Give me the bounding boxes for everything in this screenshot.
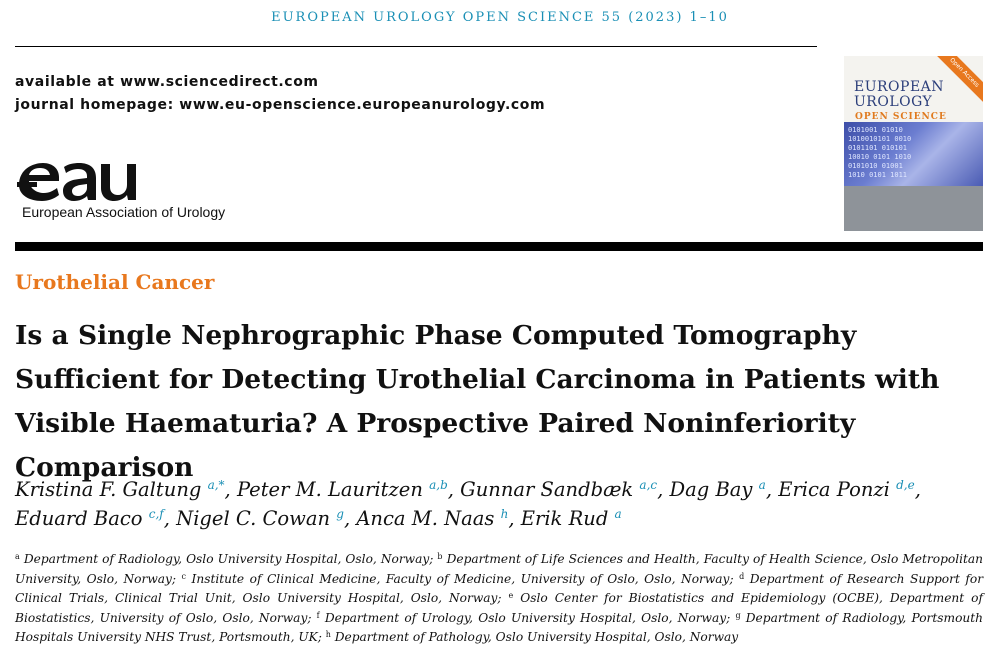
cover-title: EUROPEAN UROLOGY bbox=[854, 79, 945, 110]
affiliation-label: c bbox=[181, 571, 187, 581]
affiliation-text: Oslo Center for Biostatistics and Epidemiology (OCBE), Department of Biostatistics, University of Oslo, Oslo, Norway; bbox=[15, 591, 984, 625]
header-divider bbox=[15, 46, 817, 47]
affiliation-label: e bbox=[508, 591, 514, 600]
affiliation-label: g bbox=[735, 610, 741, 620]
author-name[interactable]: Gunnar Sandbæk bbox=[460, 478, 634, 501]
author-name[interactable]: Anca M. Naas bbox=[356, 507, 495, 530]
author-separator: , bbox=[914, 478, 921, 501]
author-name[interactable]: Erik Rud bbox=[520, 507, 609, 530]
eau-name: European Association of Urology bbox=[22, 204, 226, 220]
author-separator: , bbox=[765, 478, 779, 501]
affiliation-label: a bbox=[15, 552, 20, 561]
author-affiliation-marker[interactable]: d,e bbox=[896, 478, 915, 492]
author-separator: , bbox=[224, 478, 237, 501]
author-name[interactable]: Eduard Baco bbox=[15, 507, 143, 530]
author-name[interactable]: Dag Bay bbox=[669, 478, 753, 501]
author-name[interactable]: Peter M. Lauritzen bbox=[236, 478, 423, 501]
journal-links bbox=[15, 71, 545, 117]
cover-subtitle: OPEN SCIENCE bbox=[855, 112, 947, 122]
journal-header: EUROPEAN UROLOGY OPEN SCIENCE 55 (2023) 1–10 bbox=[271, 10, 729, 25]
author-list bbox=[15, 475, 987, 533]
open-access-ribbon: Open Access bbox=[927, 56, 983, 110]
author-separator: , bbox=[163, 507, 177, 530]
sciencedirect-link[interactable]: available at www.sciencedirect.com bbox=[15, 74, 319, 90]
affiliation-text: Department of Radiology, Portsmouth Hospitals University NHS Trust, Portsmouth, UK; bbox=[15, 610, 984, 644]
affiliation-text: Department of Radiology, Oslo University Hospital, Oslo, Norway; bbox=[23, 552, 434, 566]
affiliation-text: Department of Life Sciences and Health, Faculty of Health Science, Oslo Metropolitan University, Oslo, Norway; bbox=[15, 552, 984, 586]
cover-binary-art: 0101001 01010 1010010101 0010 0101101 010101 10010 0101 1010 0101010 01001 1010 0101 1011 bbox=[848, 126, 912, 179]
cover-footer bbox=[844, 186, 983, 231]
affiliation-text: Department of Research Support for Clinical Trials, Clinical Trial Unit, Oslo University Hospital, Oslo, Norway; bbox=[15, 571, 984, 605]
author-name[interactable]: Nigel C. Cowan bbox=[176, 507, 331, 530]
affiliation-label: h bbox=[325, 630, 331, 639]
affiliation-label: b bbox=[437, 552, 443, 561]
article-title: Is a Single Nephrographic Phase Computed Tomography Sufficient for Detecting Urothelial Carcinoma in Patients with Visible Haematuria? A Prospective Paired Noninferiority Comparison bbox=[15, 320, 940, 483]
author-affiliation-marker[interactable]: c,f bbox=[148, 507, 164, 521]
author-separator: , bbox=[343, 507, 357, 530]
author-name[interactable]: Kristina F. Galtung bbox=[15, 478, 202, 501]
affiliation-text: Department of Pathology, Oslo University Hospital, Oslo, Norway bbox=[334, 630, 739, 644]
author-affiliation-marker[interactable]: g bbox=[336, 507, 344, 521]
eau-logo-icon[interactable] bbox=[17, 155, 137, 209]
affiliation-text: Department of Urology, Oslo University Hospital, Oslo, Norway; bbox=[324, 610, 731, 625]
author-separator: , bbox=[657, 478, 670, 501]
affiliation-label: f bbox=[316, 610, 320, 620]
affiliation-text: Institute of Clinical Medicine, Faculty of Medicine, University of Oslo, Oslo, Norway; bbox=[191, 571, 734, 586]
author-affiliation-marker[interactable]: h bbox=[500, 507, 509, 521]
author-affiliation-marker[interactable]: a,c bbox=[639, 478, 658, 492]
author-separator: , bbox=[447, 478, 461, 501]
author-affiliation-marker[interactable]: a,* bbox=[207, 478, 225, 492]
masthead-divider bbox=[15, 242, 983, 251]
author-name[interactable]: Erica Ponzi bbox=[778, 478, 890, 501]
journal-homepage-link[interactable]: journal homepage: www.eu-openscience.europeanurology.com bbox=[15, 97, 546, 113]
author-separator: , bbox=[508, 507, 521, 530]
journal-cover-image[interactable] bbox=[844, 56, 983, 231]
affiliation-label: d bbox=[739, 571, 745, 581]
author-affiliation-marker[interactable]: a,b bbox=[429, 478, 448, 492]
author-affiliation-marker[interactable]: a bbox=[614, 507, 622, 521]
article-section: Urothelial Cancer bbox=[15, 270, 215, 294]
author-affiliation-marker[interactable]: a bbox=[758, 478, 766, 492]
affiliations bbox=[15, 550, 983, 648]
